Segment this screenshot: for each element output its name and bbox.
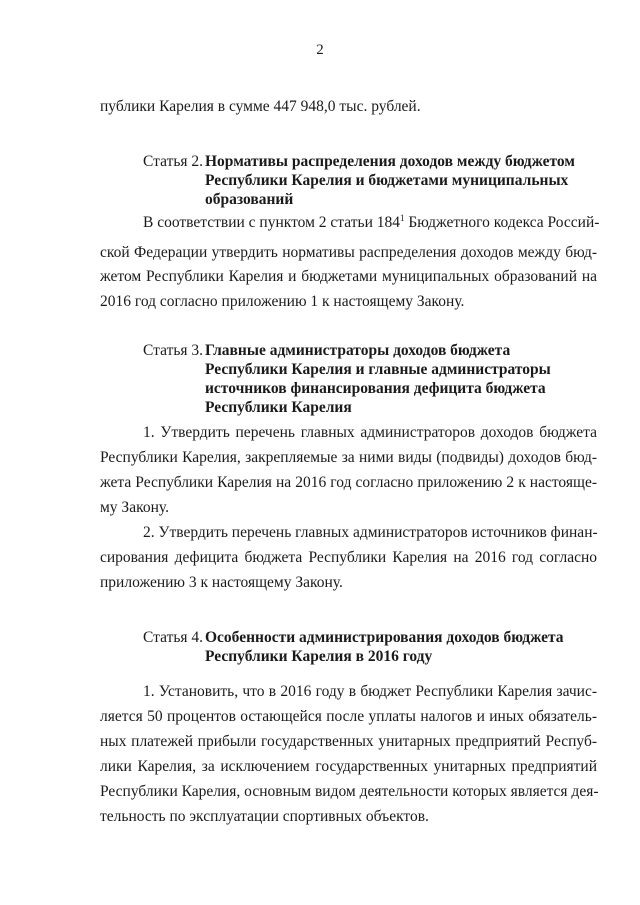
article4-title-line: Республики Карелия в 2016 году (205, 648, 433, 665)
article3-para1-line: Республики Карелия, закрепляемые за ними виды (подвиды) доходов бюд- (100, 449, 597, 466)
article2-body-text: Бюджетного кодекса Россий- (404, 214, 600, 231)
article3-title-line: Республики Карелия и главные администраторы (205, 361, 551, 378)
article4-para1-line: Республики Карелия, основным видом деятельности которых является дея- (100, 783, 599, 800)
article2-label: Статья 2. (143, 153, 204, 170)
article2-body-line: ской Федерации утвердить нормативы распределения доходов между бюд- (100, 244, 597, 261)
article2-title-line: Нормативы распределения доходов между бюджетом (205, 153, 575, 170)
article3-para1-line: 1. Утвердить перечень главных администраторов доходов бюджета (143, 424, 597, 441)
article3-label: Статья 3. (143, 342, 204, 359)
article4-title-line: Особенности администрирования доходов бюджета (205, 629, 564, 646)
article3-title-line: Главные администраторы доходов бюджета (205, 342, 511, 359)
article4-para1-line: 1. Установить, что в 2016 году в бюджет Республики Карелия зачис- (143, 683, 597, 700)
article3-para2-line: 2. Утвердить перечень главных администраторов источников финан- (143, 524, 598, 541)
article3-title-line: Республики Карелия (205, 399, 352, 416)
article4-label: Статья 4. (143, 629, 204, 646)
article2-title-line: образований (205, 191, 294, 208)
footnote-superscript: 1 (400, 212, 405, 223)
article2-body-line (143, 214, 599, 232)
article2-body-text: В соответствии с пунктом 2 статьи 184 (143, 214, 401, 231)
article3-para1-line: жета Республики Карелия на 2016 год согласно приложению 2 к настояще- (100, 474, 597, 491)
article4-para1-line: ных платежей прибыли государственных унитарных предприятий Респуб- (100, 733, 597, 750)
page-number: 2 (316, 42, 324, 58)
article3-title-line: источников финансирования дефицита бюджета (205, 380, 546, 397)
article4-para1-line: лики Карелия, за исключением государственных унитарных предприятий (100, 758, 597, 775)
article4-para1-line: тельность по эксплуатации спортивных объектов. (100, 808, 429, 825)
article2-body-line: 2016 год согласно приложению 1 к настоящему Закону. (100, 293, 465, 310)
article2-title-line: Республики Карелия и бюджетами муниципальных (205, 172, 569, 189)
article3-para1-line: му Закону. (100, 499, 169, 516)
article4-para1-line: ляется 50 процентов остающейся после уплаты налогов и иных обязатель- (100, 708, 597, 725)
article3-para2-line: сирования дефицита бюджета Республики Карелия на 2016 год согласно (100, 549, 597, 566)
intro-line: публики Карелия в сумме 447 948,0 тыс. рублей. (100, 98, 421, 115)
article2-body-line: жетом Республики Карелия и бюджетами муниципальных образований на (100, 268, 597, 285)
article3-para2-line: приложению 3 к настоящему Закону. (100, 574, 343, 591)
